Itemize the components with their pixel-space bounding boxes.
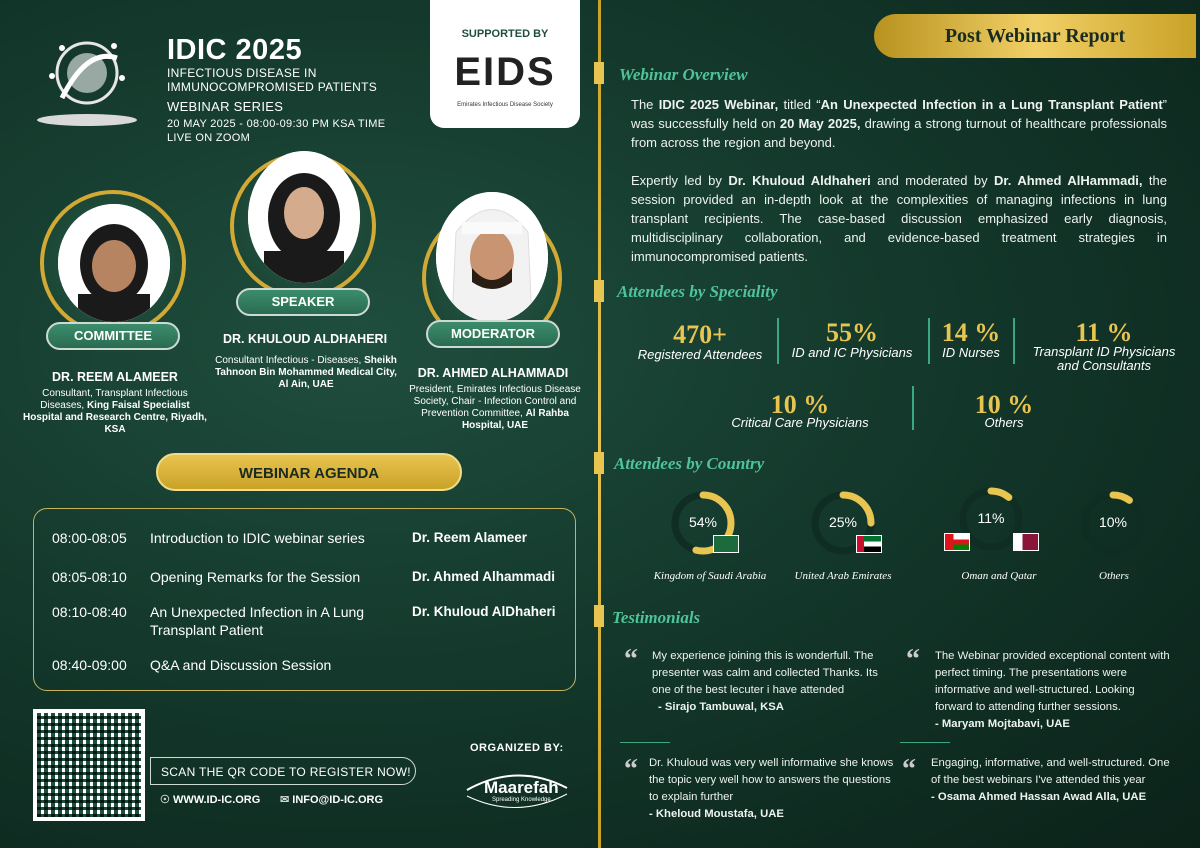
stat-divider bbox=[777, 318, 779, 364]
agenda-time: 08:00-08:05 bbox=[52, 530, 127, 546]
speaker-desc: Consultant Infectious - Diseases, Sheikh Tahnoon Bin Mohammed Medical City, Al Ain, UAE bbox=[215, 355, 397, 390]
stat-value: 14 % bbox=[941, 318, 1001, 347]
moderator-desc: President, Emirates Infectious Disease Society, Chair - Infection Control and Prevention Committee, Al Rahba Hospital, UAE bbox=[409, 384, 581, 431]
speaker-name: DR. KHULOUD ALDHAHERI bbox=[222, 332, 388, 346]
testimonial: The Webinar provided exceptional content with perfect timing. The presentations were informative and well-structured. Looking forward to attending further sessions. - Maryam Mojtabavi, UAE bbox=[935, 650, 1170, 730]
stat-value: 11 % bbox=[1075, 318, 1133, 347]
mail-icon: ✉ bbox=[280, 794, 290, 806]
role-badge-speaker: SPEAKER bbox=[236, 288, 370, 316]
moderator-name: DR. AHMED ALHAMMADI bbox=[417, 366, 569, 380]
quote-icon: “ bbox=[624, 644, 638, 675]
event-subtitle: IMMUNOCOMPROMISED PATIENTS bbox=[167, 80, 378, 94]
series-label: WEBINAR SERIES bbox=[167, 99, 284, 114]
donut-label: Oman and Qatar bbox=[961, 570, 1037, 582]
donut-label: Kingdom of Saudi Arabia bbox=[653, 570, 767, 582]
agenda-heading: WEBINAR AGENDA bbox=[156, 453, 462, 491]
supported-by-label: SUPPORTED BY bbox=[461, 28, 549, 40]
divider-tick bbox=[594, 62, 604, 84]
uae-flag-icon bbox=[856, 535, 882, 553]
committee-ring bbox=[40, 190, 186, 336]
stat-value: 55% bbox=[826, 318, 878, 347]
agenda-speaker: Dr. Reem Alameer bbox=[412, 530, 528, 545]
eids-name: Emirates Infectious Disease Society bbox=[457, 102, 553, 108]
supporter-card bbox=[430, 0, 580, 128]
oman-flag-icon bbox=[944, 533, 970, 551]
website-link[interactable]: ☉ WWW.ID-IC.ORG bbox=[160, 794, 261, 806]
stat-label: Registered Attendees bbox=[637, 347, 763, 362]
quote-icon: “ bbox=[906, 644, 920, 675]
divider-tick bbox=[594, 452, 604, 474]
idic-logo bbox=[32, 28, 142, 128]
agenda-topic: Opening Remarks for the Session bbox=[150, 569, 361, 585]
donut-percent: 25% bbox=[828, 514, 858, 530]
donut-percent: 11% bbox=[977, 510, 1005, 526]
stat-value: 470+ bbox=[673, 320, 727, 349]
overview-heading: Webinar Overview bbox=[619, 65, 748, 84]
agenda-topic: Introduction to IDIC webinar series bbox=[150, 530, 365, 546]
report-title: Post Webinar Report bbox=[874, 14, 1196, 58]
organized-by-label: ORGANIZED BY: bbox=[470, 742, 564, 754]
agenda-topic: An Unexpected Infection in A Lung Transplant Patient bbox=[150, 604, 365, 638]
email-link[interactable]: ✉ INFO@ID-IC.ORG bbox=[280, 794, 384, 806]
testimonial: Dr. Khuloud was very well informative she knows the topic very well how to answers the questions to explain further - Kheloud Moustafa, UAE bbox=[649, 757, 894, 820]
overview-paragraph: The IDIC 2025 Webinar, titled “An Unexpected Infection in a Lung Transplant Patient” was successfully held on 20 May 2025, drawing a strong turnout of healthcare professionals from across the region and beyond. bbox=[631, 97, 1167, 150]
donut-label: United Arab Emirates bbox=[794, 570, 892, 582]
avatar bbox=[248, 151, 360, 283]
donut-label: Others bbox=[1099, 570, 1129, 582]
saudi-flag-icon bbox=[713, 535, 739, 553]
agenda-speaker: Dr. Khuloud AlDhaheri bbox=[412, 604, 556, 619]
agenda-time: 08:05-08:10 bbox=[52, 569, 127, 585]
divider-tick bbox=[594, 280, 604, 302]
stat-value: 10 % bbox=[770, 390, 830, 419]
agenda-time: 08:10-08:40 bbox=[52, 604, 127, 620]
globe-icon: ☉ bbox=[160, 794, 170, 806]
event-venue: LIVE ON ZOOM bbox=[167, 132, 251, 144]
committee-name: DR. REEM ALAMEER bbox=[52, 370, 178, 384]
stat-label: ID and IC Physicians bbox=[791, 345, 913, 360]
event-title: IDIC 2025 bbox=[167, 34, 303, 66]
separator bbox=[900, 742, 950, 743]
maarefah-logo: Maarefah Spreading Knowledge bbox=[462, 766, 572, 812]
event-subtitle: INFECTIOUS DISEASE IN bbox=[167, 66, 317, 80]
country-heading: Attendees by Country bbox=[614, 454, 765, 473]
stat-divider bbox=[928, 318, 930, 364]
stat-label: ID Nurses bbox=[942, 345, 1000, 360]
donut-percent: 54% bbox=[688, 514, 718, 530]
center-divider bbox=[598, 0, 601, 848]
country-donut bbox=[1080, 490, 1146, 556]
speaker-ring bbox=[230, 153, 376, 299]
event-datetime: 20 MAY 2025 - 08:00-09:30 PM KSA TIME bbox=[167, 118, 386, 130]
donut-percent: 10% bbox=[1098, 514, 1128, 530]
stat-divider bbox=[912, 386, 914, 430]
role-badge-moderator: MODERATOR bbox=[426, 320, 560, 348]
committee-desc: Consultant, Transplant Infectious Diseases, King Faisal Specialist Hospital and Research Centre, Riyadh, KSA bbox=[23, 388, 207, 435]
agenda-time: 08:40-09:00 bbox=[52, 657, 127, 673]
stat-label: Critical Care Physicians bbox=[731, 415, 869, 430]
register-qr-code[interactable] bbox=[33, 709, 145, 821]
quote-icon: “ bbox=[624, 754, 638, 785]
overview-paragraph: Expertly led by Dr. Khuloud Aldhaheri and moderated by Dr. Ahmed AlHammadi, the session provided an in-depth look at the complexities of managing infections in lung transplant recipients. The case-based discussion emphasized early diagnosis, multidisciplinary collaboration, and evidence-based treatment strategies in immunocompromised patients. bbox=[631, 173, 1167, 264]
testimonial: Engaging, informative, and well-structured. One of the best webinars I've attended this year - Osama Ahmed Hassan Awad Alla, UAE bbox=[931, 757, 1170, 803]
quote-icon: “ bbox=[902, 754, 916, 785]
testimonial: My experience joining this is wonderfull. The presenter was calm and collected Thanks. Its one of the best lecuter i have attended - Sirajo Tambuwal, KSA bbox=[652, 650, 878, 713]
agenda-box bbox=[33, 508, 576, 691]
separator bbox=[620, 742, 670, 743]
stat-divider bbox=[1013, 318, 1015, 364]
avatar bbox=[436, 192, 548, 322]
speciality-heading: Attendees by Speciality bbox=[617, 282, 778, 301]
avatar bbox=[58, 204, 170, 322]
agenda-speaker: Dr. Ahmed Alhammadi bbox=[412, 569, 556, 584]
eids-logo: EIDS bbox=[454, 50, 556, 94]
stat-value: 10 % bbox=[974, 390, 1034, 419]
qatar-flag-icon bbox=[1013, 533, 1039, 551]
stat-label: Transplant ID Physicians and Consultants bbox=[1032, 344, 1176, 373]
scan-cta: SCAN THE QR CODE TO REGISTER NOW! bbox=[150, 757, 416, 785]
stat-label: Others bbox=[984, 415, 1024, 430]
agenda-topic: Q&A and Discussion Session bbox=[150, 657, 332, 673]
testimonials-heading: Testimonials bbox=[612, 608, 701, 627]
divider-tick bbox=[594, 605, 604, 627]
role-badge-committee: COMMITTEE bbox=[46, 322, 180, 350]
